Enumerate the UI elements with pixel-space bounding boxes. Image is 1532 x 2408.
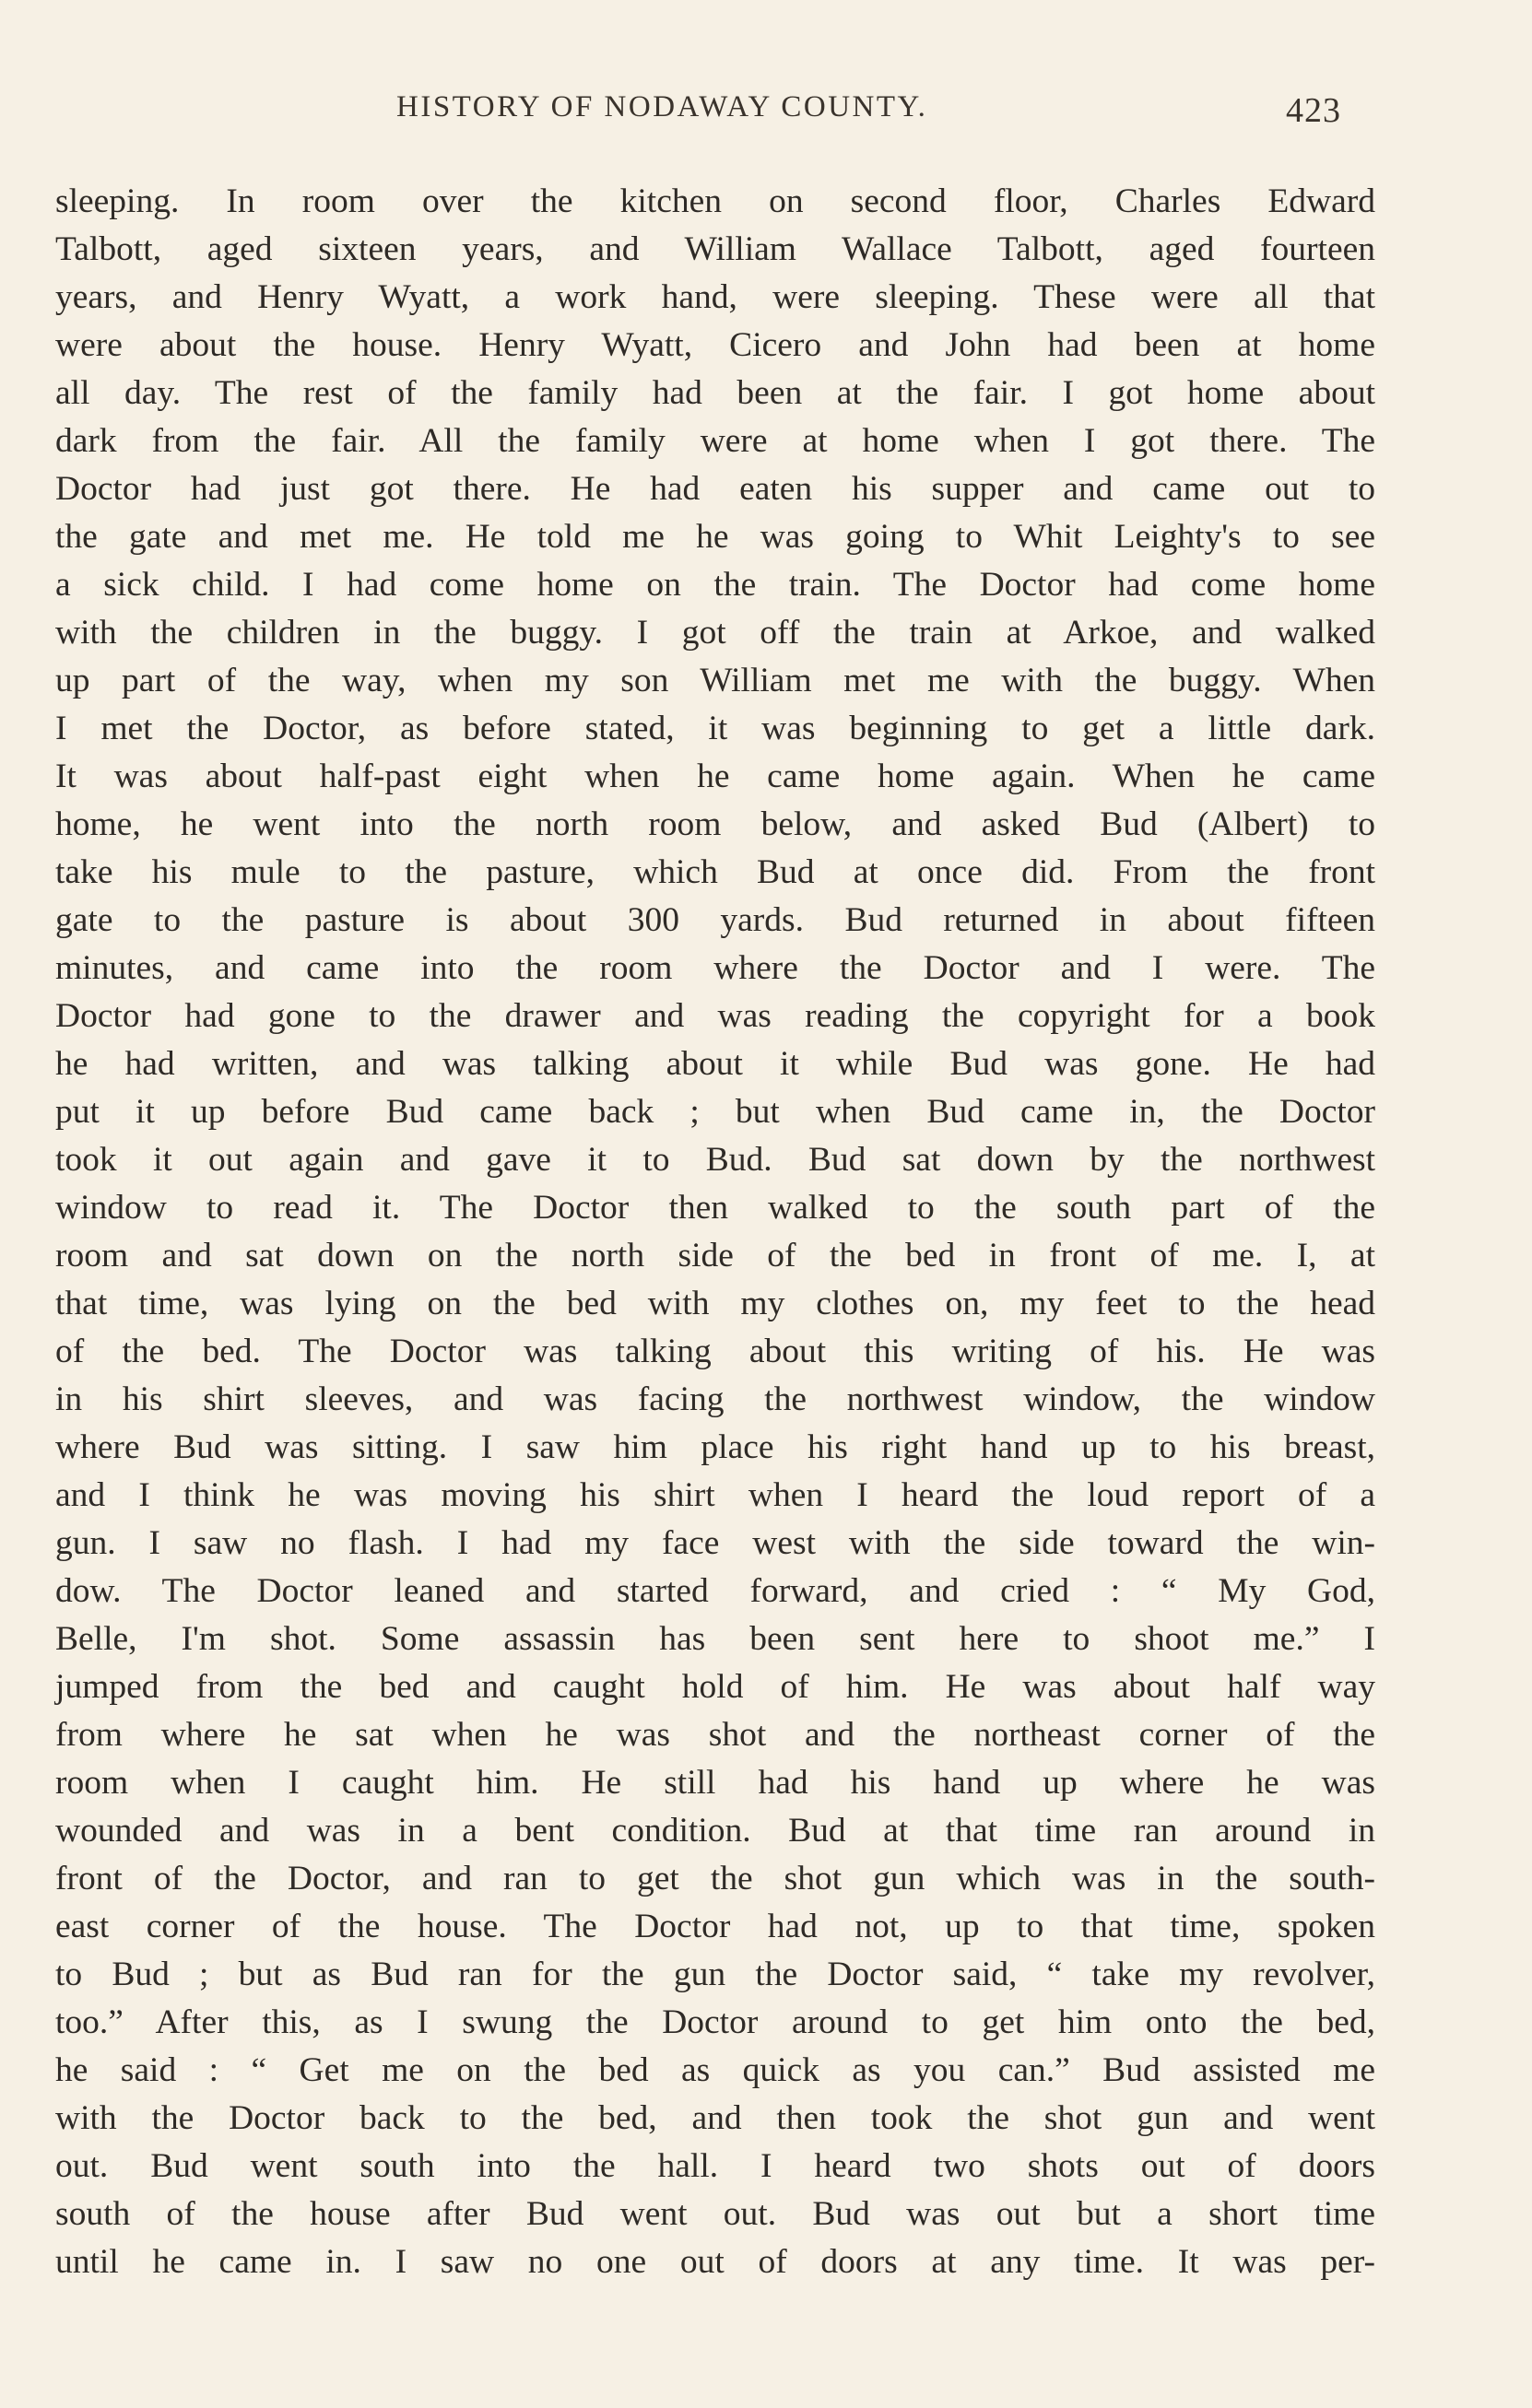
text-line: Belle, I'm shot. Some assassin has been sent here to shoot me.” I	[55, 1620, 1375, 1658]
text-line: too.” After this, as I swung the Doctor around to get him onto the bed,	[55, 2003, 1375, 2041]
text-line: and I think he was moving his shirt when I heard the loud report of a	[55, 1476, 1375, 1514]
text-line: all day. The rest of the family had been at the fair. I got home about	[55, 374, 1375, 412]
text-line: with the children in the buggy. I got off the train at Arkoe, and walked	[55, 614, 1375, 652]
text-line: Doctor had gone to the drawer and was reading the copyright for a book	[55, 997, 1375, 1035]
text-line: take his mule to the pasture, which Bud at once did. From the front	[55, 853, 1375, 891]
text-line: that time, was lying on the bed with my clothes on, my feet to the head	[55, 1285, 1375, 1322]
running-header	[0, 90, 1532, 136]
text-line: room and sat down on the north side of the bed in front of me. I, at	[55, 1237, 1375, 1274]
text-line: the gate and met me. He told me he was going to Whit Leighty's to see	[55, 518, 1375, 556]
text-line: room when I caught him. He still had his hand up where he was	[55, 1764, 1375, 1802]
text-line: he said : “ Get me on the bed as quick as you can.” Bud assisted me	[55, 2051, 1375, 2089]
text-line: wounded and was in a bent condition. Bud at that time ran around in	[55, 1812, 1375, 1850]
text-line: south of the house after Bud went out. Bud was out but a short time	[55, 2195, 1375, 2233]
text-line: a sick child. I had come home on the train. The Doctor had come home	[55, 566, 1375, 604]
text-line: gate to the pasture is about 300 yards. Bud returned in about fifteen	[55, 901, 1375, 939]
text-line: sleeping. In room over the kitchen on second floor, Charles Edward	[55, 182, 1375, 220]
text-line: gun. I saw no flash. I had my face west with the side toward the win-	[55, 1524, 1375, 1562]
text-line: minutes, and came into the room where the Doctor and I were. The	[55, 949, 1375, 987]
text-line: he had written, and was talking about it while Bud was gone. He had	[55, 1045, 1375, 1083]
text-line: where Bud was sitting. I saw him place his right hand up to his breast,	[55, 1428, 1375, 1466]
text-line: in his shirt sleeves, and was facing the northwest window, the window	[55, 1380, 1375, 1418]
text-line: from where he sat when he was shot and the northeast corner of the	[55, 1716, 1375, 1754]
text-line: dark from the fair. All the family were at home when I got there. The	[55, 422, 1375, 460]
page-number: 423	[1286, 91, 1341, 130]
text-line: jumped from the bed and caught hold of him. He was about half way	[55, 1668, 1375, 1706]
text-line: were about the house. Henry Wyatt, Cicero and John had been at home	[55, 326, 1375, 364]
text-line: of the bed. The Doctor was talking about this writing of his. He was	[55, 1333, 1375, 1370]
text-line: It was about half-past eight when he came home again. When he came	[55, 758, 1375, 795]
body-text	[55, 178, 1375, 2286]
text-line: to Bud ; but as Bud ran for the gun the Doctor said, “ take my revolver,	[55, 1956, 1375, 1993]
text-line: home, he went into the north room below, and asked Bud (Albert) to	[55, 805, 1375, 843]
text-line: put it up before Bud came back ; but when Bud came in, the Doctor	[55, 1093, 1375, 1131]
text-line: window to read it. The Doctor then walked to the south part of the	[55, 1189, 1375, 1227]
text-line: east corner of the house. The Doctor had not, up to that time, spoken	[55, 1908, 1375, 1945]
text-line: years, and Henry Wyatt, a work hand, were sleeping. These were all that	[55, 278, 1375, 316]
text-line: up part of the way, when my son William met me with the buggy. When	[55, 662, 1375, 699]
text-line: took it out again and gave it to Bud. Bud sat down by the northwest	[55, 1141, 1375, 1179]
text-line: Doctor had just got there. He had eaten his supper and came out to	[55, 470, 1375, 508]
text-line: until he came in. I saw no one out of doors at any time. It was per-	[55, 2243, 1375, 2281]
text-line: with the Doctor back to the bed, and then took the shot gun and went	[55, 2099, 1375, 2137]
text-line: dow. The Doctor leaned and started forward, and cried : “ My God,	[55, 1572, 1375, 1610]
running-title: HISTORY OF NODAWAY COUNTY.	[396, 90, 928, 123]
text-line: front of the Doctor, and ran to get the shot gun which was in the south-	[55, 1860, 1375, 1897]
text-line: Talbott, aged sixteen years, and William Wallace Talbott, aged fourteen	[55, 230, 1375, 268]
text-line: I met the Doctor, as before stated, it was beginning to get a little dark.	[55, 710, 1375, 747]
text-line: out. Bud went south into the hall. I heard two shots out of doors	[55, 2147, 1375, 2185]
